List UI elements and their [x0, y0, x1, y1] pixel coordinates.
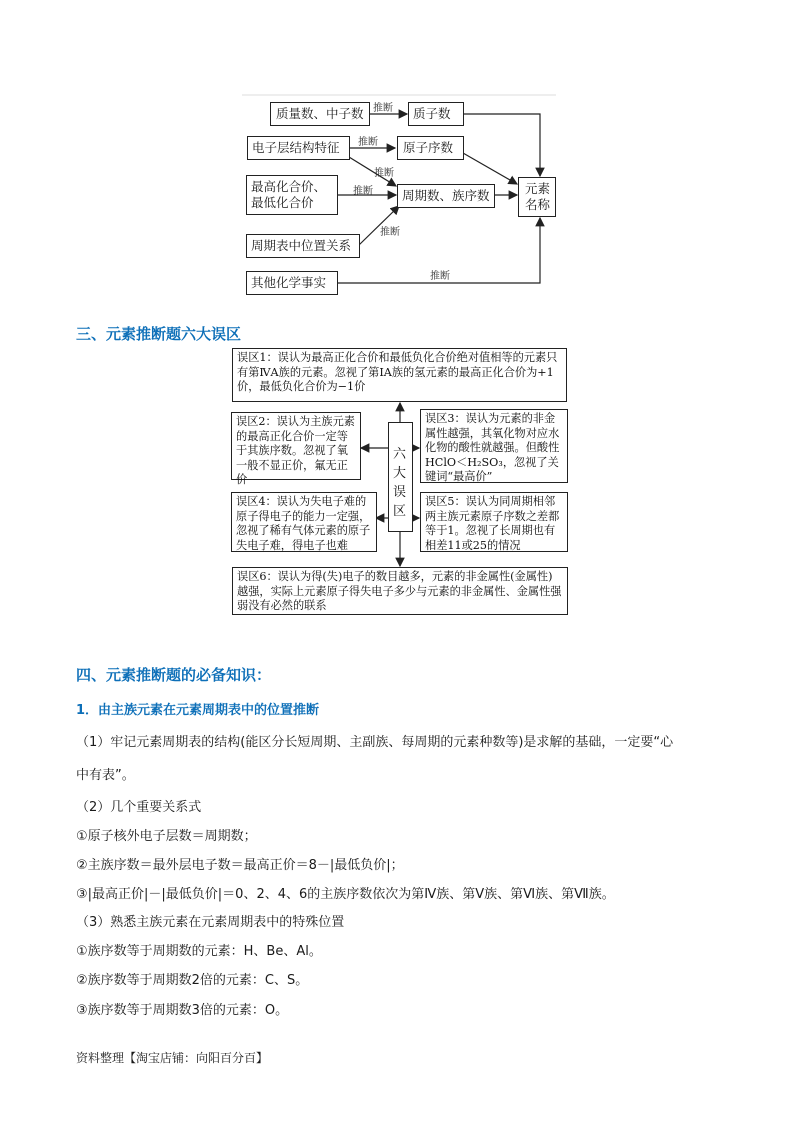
myth-1: 误区1：误认为最高正化合价和最低负化合价绝对值相等的元素只有第ⅣA族的元素。忽视了第IA族的氢元素的最高正化合价为+1价，最低负化合价为−1价	[232, 348, 567, 402]
myth-3: 误区3：误认为元素的非金属性越强，其氧化物对应水化物的酸性就越强。但酸性HClO＜H₂SO₃，忽视了关键词“最高价”	[420, 409, 568, 483]
box-element-name: 元素名称	[518, 177, 556, 217]
myth-center-label: 六大误区	[388, 422, 413, 532]
box-mass-neutron: 质量数、中子数	[270, 102, 370, 126]
subheading-1: 1．由主族元素在元素周期表中的位置推断	[76, 703, 320, 718]
myth-2: 误区2：误认为主族元素的最高正化合价一定等于其族序数。忽视了氧一般不显正价，氟无正价	[231, 412, 361, 480]
box-period-group: 周期数、族序数	[397, 184, 495, 208]
special-2: ②族序数等于周期数2倍的元素：C、S。	[76, 973, 309, 988]
arrow-label: 推断	[358, 137, 378, 148]
arrow-label: 推断	[353, 186, 373, 197]
box-valence: 最高化合价、最低化合价	[246, 175, 338, 215]
arrow-label: 推断	[430, 271, 450, 282]
paragraph-3: （3）熟悉主族元素在元素周期表中的特殊位置	[76, 915, 345, 930]
relation-3: ③|最高正价|－|最低负价|＝0、2、4、6的主族序数依次为第Ⅳ族、第Ⅴ族、第Ⅵ族、第Ⅶ族。	[76, 887, 615, 902]
paragraph-1a: （1）牢记元素周期表的结构(能区分长短周期、主副族、每周期的元素种数等)是求解的基础，一定要“心	[76, 735, 674, 750]
special-1: ①族序数等于周期数的元素：H、Be、Al。	[76, 944, 322, 959]
myth-4: 误区4：误认为失电子难的原子得电子的能力一定强，忽视了稀有气体元素的原子失电子难，得电子也难	[231, 492, 377, 552]
arrow-label: 推断	[373, 103, 393, 114]
box-other-facts: 其他化学事实	[246, 271, 338, 295]
box-shell-structure: 电子层结构特征	[247, 136, 350, 160]
relation-2: ②主族序数＝最外层电子数＝最高正价＝8－|最低负价|；	[76, 858, 404, 873]
footer-note: 资料整理【淘宝店铺：向阳百分百】	[76, 1051, 269, 1065]
myth-6: 误区6：误认为得(失)电子的数目越多，元素的非金属性(金属性)越强，实际上元素原子得失电子多少与元素的非金属性、金属性强弱没有必然的联系	[232, 567, 568, 615]
relation-1: ①原子核外电子层数＝周期数；	[76, 829, 257, 844]
arrow-label: 推断	[380, 227, 400, 238]
box-table-position: 周期表中位置关系	[246, 234, 360, 258]
paragraph-2: （2）几个重要关系式	[76, 800, 202, 815]
section-heading-3: 三、元素推断题六大误区	[76, 325, 242, 343]
box-atomic-number: 原子序数	[397, 136, 464, 160]
section-heading-4: 四、元素推断题的必备知识：	[76, 666, 272, 684]
paragraph-1b: 中有表”。	[76, 768, 135, 783]
arrow-label: 推断	[374, 168, 394, 179]
special-3: ③族序数等于周期数3倍的元素：O。	[76, 1003, 289, 1018]
box-proton-number: 质子数	[408, 102, 464, 126]
myth-5: 误区5：误认为同周期相邻两主族元素原子序数之差都等于1。忽视了长周期也有相差11或25的情况	[420, 492, 568, 552]
